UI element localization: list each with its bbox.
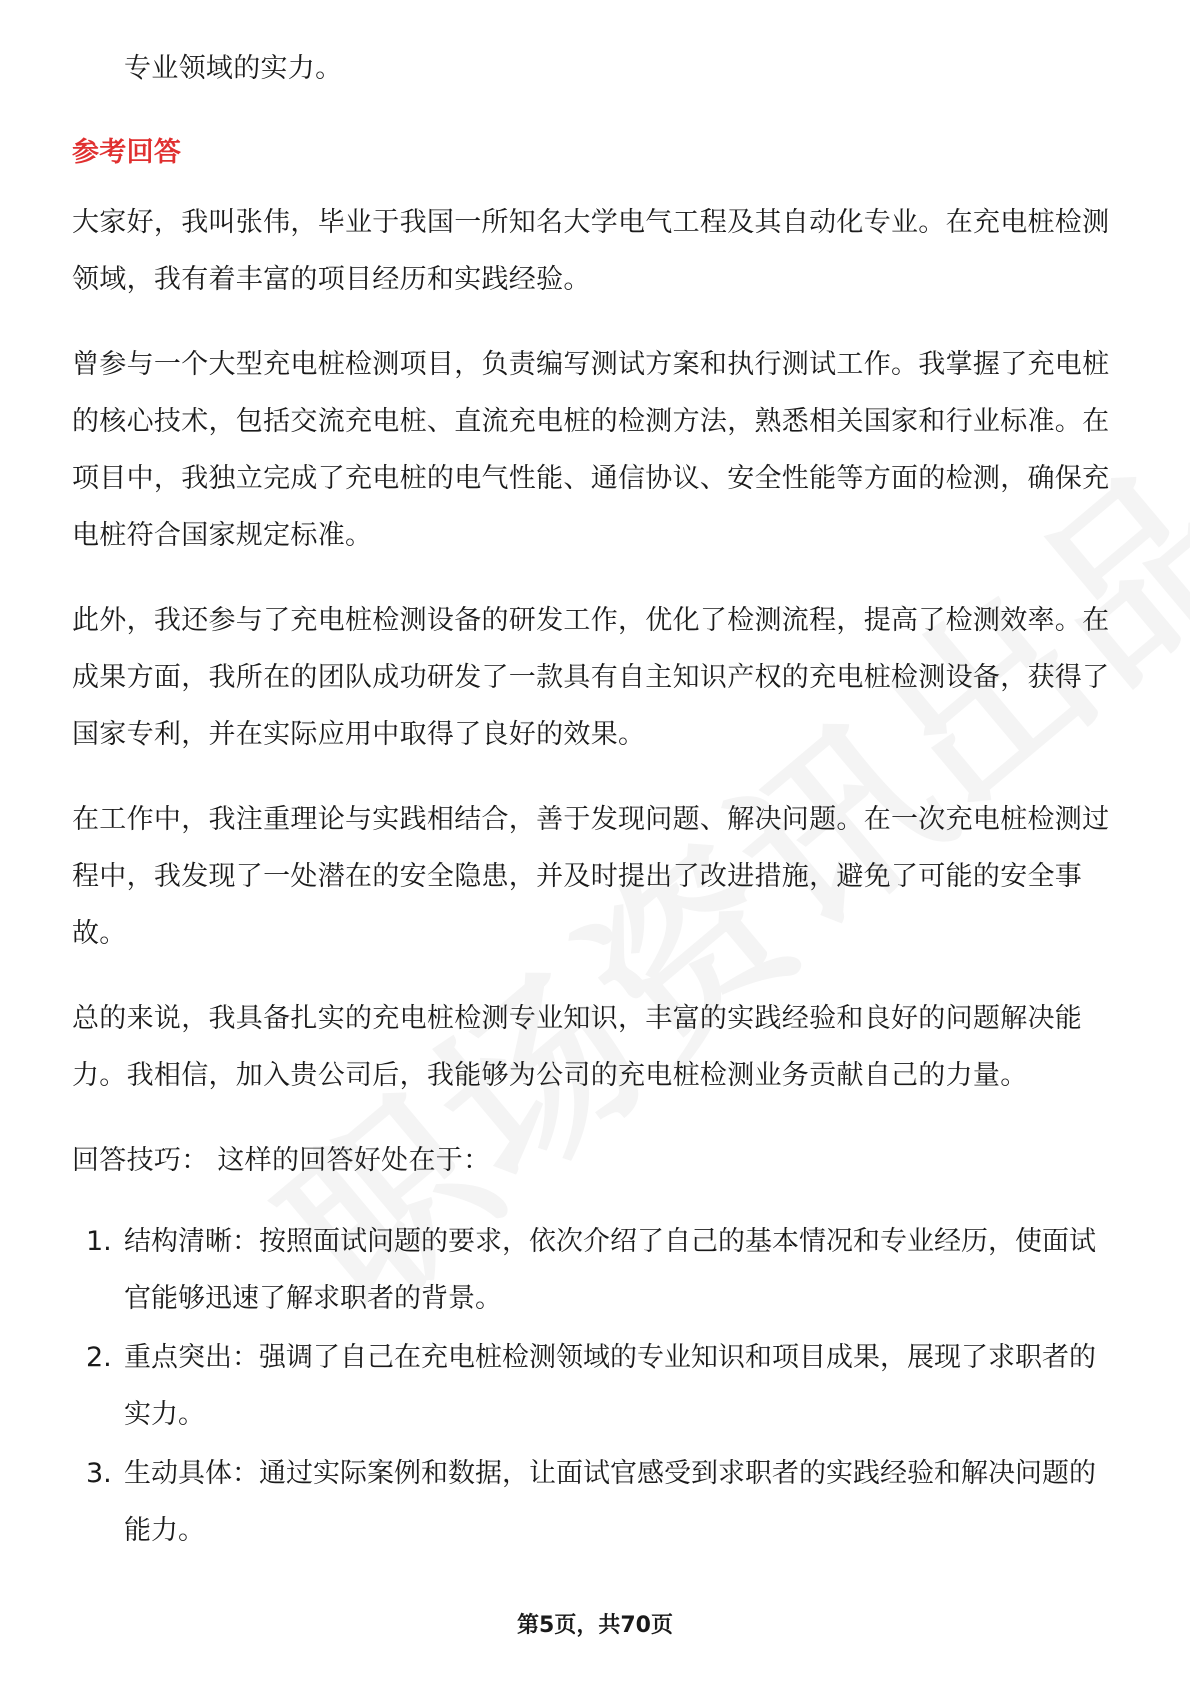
list-item-text: 重点突出：强调了自己在充电桩检测领域的专业知识和项目成果，展现了求职者的实力。 (124, 1342, 1096, 1430)
paragraph-intro: 大家好，我叫张伟，毕业于我国一所知名大学电气工程及其自动化专业。在充电桩检测领域，我有着丰富的项目经历和实践经验。 (72, 207, 1110, 295)
paragraph-work: 在工作中，我注重理论与实践相结合，善于发现问题、解决问题。在一次充电桩检测过程中，我发现了一处潜在的安全隐患，并及时提出了改进措施，避免了可能的安全事故。 (72, 804, 1110, 949)
list-item-text: 生动具体：通过实际案例和数据，让面试官感受到求职者的实践经验和解决问题的能力。 (124, 1458, 1096, 1546)
list-number: 3. (86, 1458, 112, 1489)
list-item (72, 1445, 1118, 1559)
tips-list (72, 1213, 1118, 1559)
list-item (72, 1329, 1118, 1443)
paragraph-rnd: 此外，我还参与了充电桩检测设备的研发工作，优化了检测流程，提高了检测效率。在成果方面，我所在的团队成功研发了一款具有自主知识产权的充电桩检测设备，获得了国家专利，并在实际应用中取得了良好的效果。 (72, 605, 1110, 750)
list-number: 1. (86, 1226, 112, 1257)
paragraph-summary: 总的来说，我具备扎实的充电桩检测专业知识，丰富的实践经验和良好的问题解决能力。我相信，加入贵公司后，我能够为公司的充电桩检测业务贡献自己的力量。 (72, 1003, 1083, 1091)
continuation-line: 专业领域的实力。 (124, 53, 343, 84)
section-heading: 参考回答 (72, 137, 182, 168)
document-body (72, 40, 1118, 1561)
list-item-text: 结构清晰：按照面试问题的要求，依次介绍了自己的基本情况和专业经历，使面试官能够迅速了解求职者的背景。 (124, 1226, 1096, 1314)
list-item (72, 1213, 1118, 1327)
paragraph-project: 曾参与一个大型充电桩检测项目，负责编写测试方案和执行测试工作。我掌握了充电桩的核心技术，包括交流充电桩、直流充电桩的检测方法，熟悉相关国家和行业标准。在项目中，我独立完成了充电桩的电气性能、通信协议、安全性能等方面的检测，确保充电桩符合国家规定标准。 (72, 349, 1110, 551)
page-footer: 第5页，共70页 (517, 1613, 673, 1638)
list-number: 2. (86, 1342, 112, 1373)
tips-intro: 回答技巧： 这样的回答好处在于： (72, 1145, 491, 1176)
